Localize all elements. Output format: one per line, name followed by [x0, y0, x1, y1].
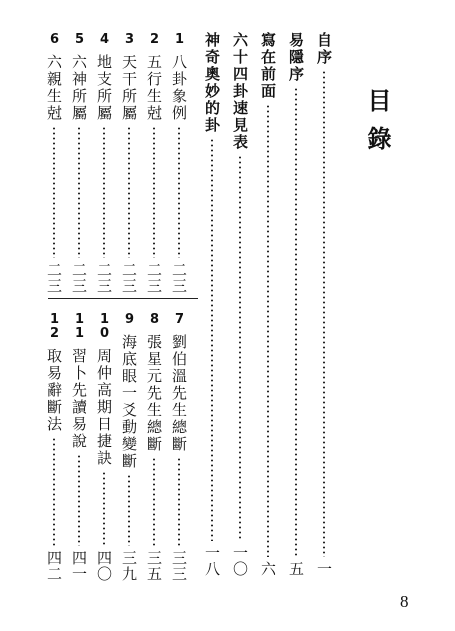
- dot-leader: [313, 70, 335, 557]
- toc-entry-yiyin-preface: [285, 32, 307, 577]
- toc-entry-page: 二三: [95, 262, 113, 294]
- page-number: 8: [400, 592, 409, 611]
- toc-entry-preface: [313, 32, 335, 577]
- toc-entry-title: 六十四卦速見表: [231, 32, 249, 151]
- toc-chapter-7: [168, 312, 190, 582]
- toc-entry-title: 自序: [315, 32, 333, 66]
- toc-entry-page: 二三: [70, 262, 88, 294]
- dot-leader: [118, 474, 140, 546]
- chapter-number: 7: [172, 312, 187, 326]
- chapter-number: 2: [147, 32, 162, 46]
- toc-entry-page: 二三: [145, 262, 163, 294]
- toc-entry-mystic-hexagram: [201, 32, 223, 577]
- toc-entry-page: 四〇: [95, 550, 113, 582]
- toc-entry-title: 劉伯溫先生總斷: [170, 334, 188, 453]
- toc-entry-title: 取易辭斷法: [45, 348, 63, 433]
- toc-entry-title: 周仲高期日捷訣: [95, 348, 113, 467]
- toc-chapter-3: [118, 32, 140, 294]
- dot-leader: [168, 457, 190, 546]
- toc-entry-page: 二三: [45, 262, 63, 294]
- dot-leader: [68, 454, 90, 546]
- dot-leader: [168, 126, 190, 258]
- toc-entry-title: 張星元先生總斷: [145, 334, 163, 453]
- chapter-number: 3: [122, 32, 137, 46]
- toc-entry-page: 五: [287, 561, 305, 577]
- toc-entry-title: 易隱序: [287, 32, 305, 83]
- toc-chapter-10: [93, 312, 115, 582]
- toc-entry-page: 四一: [70, 550, 88, 582]
- toc-entry-title: 八卦象例: [170, 54, 188, 122]
- dot-leader: [93, 126, 115, 258]
- toc-chapter-5: [68, 32, 90, 294]
- chapter-number: 11: [72, 312, 87, 340]
- dot-leader: [93, 471, 115, 546]
- chapter-number: 10: [97, 312, 112, 340]
- toc-chapter-4: [93, 32, 115, 294]
- toc-chapter-12: [43, 312, 65, 582]
- toc-entry-title: 天干所屬: [120, 54, 138, 122]
- toc-entry-title: 寫在前面: [259, 32, 277, 100]
- dot-leader: [43, 437, 65, 546]
- toc-entry-page: 二三: [120, 262, 138, 294]
- chapter-number: 12: [47, 312, 62, 340]
- toc-entry-page: 三三: [170, 550, 188, 582]
- toc-entry-title: 習卜先讀易說: [70, 348, 88, 450]
- dot-leader: [43, 126, 65, 258]
- toc-entry-page: 四二: [45, 550, 63, 582]
- toc-entry-title: 地支所屬: [95, 54, 113, 122]
- chapter-number: 5: [72, 32, 87, 46]
- toc-chapter-8: [143, 312, 165, 582]
- dot-leader: [118, 126, 140, 258]
- toc-chapter-1: [168, 32, 190, 294]
- toc-chapter-6: [43, 32, 65, 294]
- toc-entry-foreword: [257, 32, 279, 577]
- toc-chapter-2: [143, 32, 165, 294]
- dot-leader: [201, 138, 223, 541]
- dot-leader: [68, 126, 90, 258]
- toc-entry-page: 一八: [203, 545, 221, 577]
- chapter-number: 1: [172, 32, 187, 46]
- toc-entry-page: 三五: [145, 550, 163, 582]
- toc-entry-title: 六神所屬: [70, 54, 88, 122]
- toc-entry-title: 神奇奧妙的卦: [203, 32, 221, 134]
- toc-entry-page: 一〇: [231, 545, 249, 577]
- chapter-number: 9: [122, 312, 137, 326]
- toc-entry-page: 一: [315, 561, 333, 577]
- dot-leader: [285, 87, 307, 557]
- dot-leader: [257, 104, 279, 557]
- toc-entry-page: 三九: [120, 550, 138, 582]
- section-divider: [48, 298, 198, 299]
- dot-leader: [229, 155, 251, 541]
- dot-leader: [143, 126, 165, 258]
- toc-chapter-11: [68, 312, 90, 582]
- toc-entry-title: 海底眼一爻動變斷: [120, 334, 138, 470]
- toc-entry-page: 二三: [170, 262, 188, 294]
- page-title: 目錄: [363, 88, 392, 164]
- dot-leader: [143, 457, 165, 546]
- toc-entry-title: 六親生尅: [45, 54, 63, 122]
- toc-chapter-9: [118, 312, 140, 582]
- chapter-number: 8: [147, 312, 162, 326]
- toc-entry-hexagram-table: [229, 32, 251, 577]
- toc-entry-title: 五行生尅: [145, 54, 163, 122]
- chapter-number: 4: [97, 32, 112, 46]
- toc-entry-page: 六: [259, 561, 277, 577]
- chapter-number: 6: [47, 32, 62, 46]
